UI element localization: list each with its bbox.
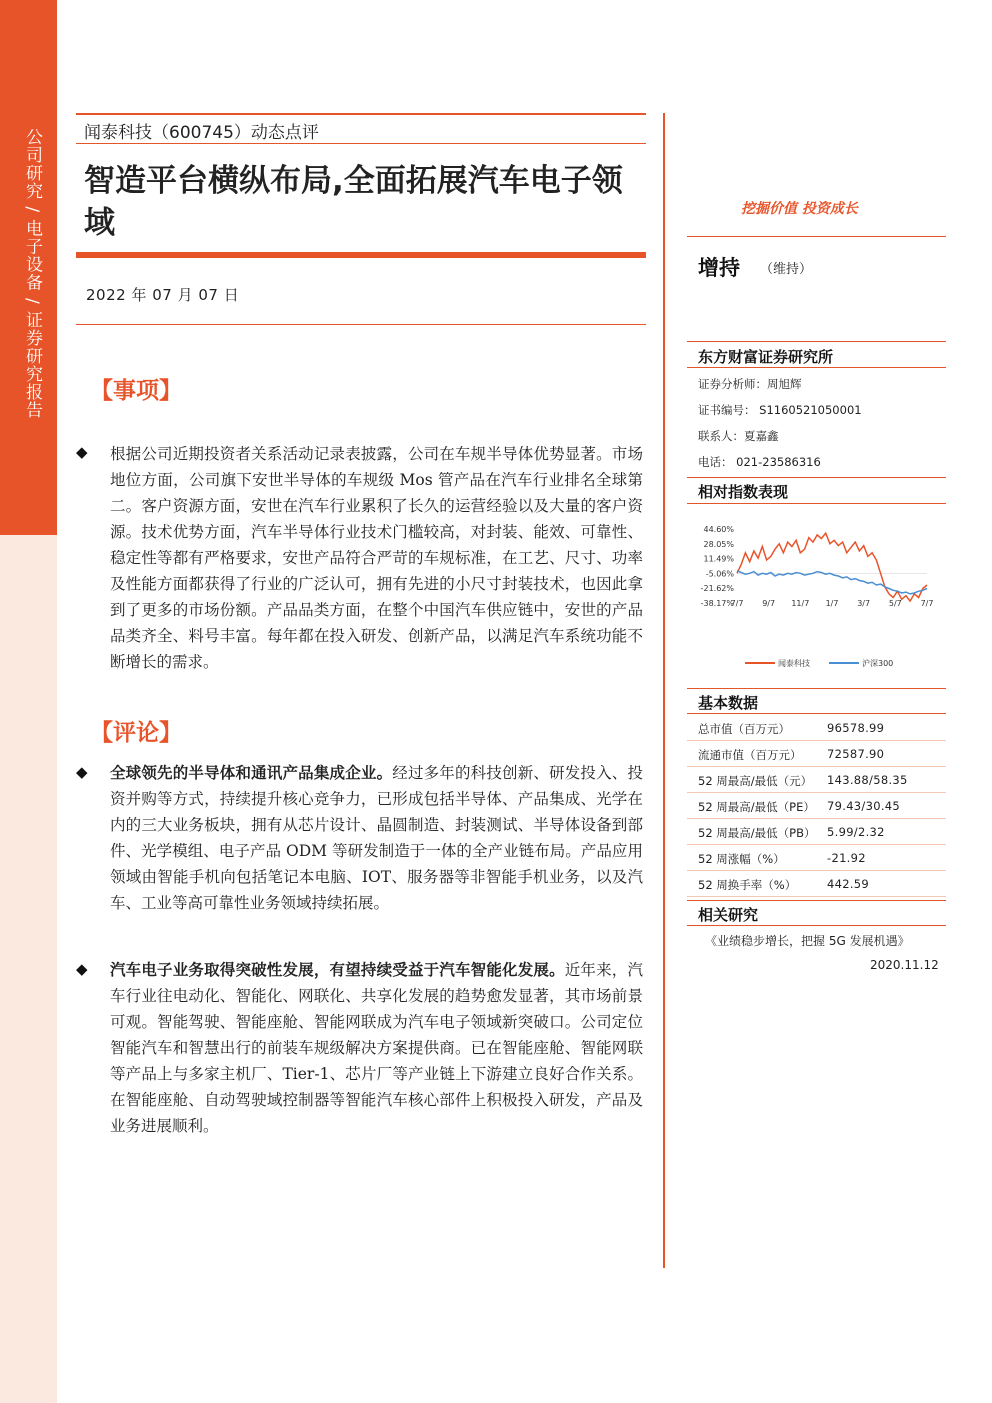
table-row-value: 96578.99	[827, 721, 885, 735]
x-tick-label: 1/7	[825, 599, 839, 608]
table-row-value: 5.99/2.32	[827, 825, 885, 839]
rating: 增持	[698, 256, 740, 280]
report-type: 闻泰科技（600745）动态点评	[84, 123, 319, 143]
bullet-icon: ◆	[76, 443, 88, 461]
y-tick-label: -21.62%	[700, 584, 734, 594]
y-tick-label: 28.05%	[703, 539, 734, 549]
comment-2-lead: 汽车电子业务取得突破性发展，有望持续受益于汽车智能化发展。	[110, 961, 565, 979]
chart-labels	[701, 525, 934, 608]
x-tick-label: 9/7	[762, 599, 776, 608]
table-row-value: 72587.90	[827, 747, 885, 761]
right-rule	[687, 925, 946, 926]
chart-svg	[687, 515, 946, 675]
event-paragraph: 根据公司近期投资者关系活动记录表披露，公司在车规半导体优势显著。市场地位方面，公司旗下安世半导体的车规级 Mos 管产品在汽车行业排名全球第二。客户资源方面，安世在汽车行业累积了长久的运营经验以及大量的客户资源。技术优势方面，汽车半导体行业技术门槛较高，对封装、能效、可靠性、稳定性等都有严格要求，安世产品符合严苛的车规标准，在工艺、尺寸、功率及性能方面都获得了行业的广泛认可，拥有先进的小尺寸封装技术，也因此拿到了更多的市场份额。产品品类方面，在整个中国汽车供应链中，安世的产品品类齐全、料号丰富。每年都在投入研发、创新产品，以满足汽车系统功能不断增长的需求。	[110, 445, 643, 671]
table-row	[687, 715, 946, 741]
table-row	[687, 793, 946, 819]
table-row-label: 总市值（百万元）	[698, 722, 790, 736]
table-row	[687, 819, 946, 845]
comment-paragraph-1	[110, 760, 643, 916]
right-rule	[687, 477, 946, 478]
x-tick-label: 11/7	[791, 599, 810, 608]
table-row-value: -21.92	[827, 851, 866, 865]
right-rule	[687, 688, 946, 689]
table-row-label: 52 周涨幅（%）	[698, 852, 785, 866]
right-rule	[687, 236, 946, 237]
right-rule	[687, 900, 946, 901]
column-divider	[663, 113, 665, 1268]
chart-title: 相对指数表现	[698, 483, 789, 501]
table-row	[687, 845, 946, 871]
right-rule	[687, 503, 946, 504]
comment-1-lead: 全球领先的半导体和通讯产品集成企业。	[110, 764, 393, 782]
page-title: 智造平台横纵布局,全面拓展汽车电子领域	[84, 163, 623, 241]
x-tick-label: 5/7	[888, 599, 902, 608]
x-tick-label: 3/7	[857, 599, 871, 608]
basic-data-table	[687, 715, 946, 897]
legend-label: 闻泰科技	[778, 659, 810, 668]
table-row-value: 143.88/58.35	[827, 773, 908, 787]
report-date: 2022 年 07 月 07 日	[86, 286, 240, 304]
relative-index-chart	[687, 515, 946, 675]
series-line-index	[737, 571, 927, 594]
contact-person: 联系人：夏嘉鑫	[698, 429, 779, 443]
y-tick-label: -38.17%	[700, 599, 734, 608]
table-row-label: 52 周换手率（%）	[698, 878, 797, 892]
y-tick-label: 11.49%	[703, 554, 734, 564]
table-row-label: 52 周最高/最低（PE）	[698, 800, 815, 814]
comment-section-title: 【评论】	[90, 720, 182, 746]
bullet-icon: ◆	[76, 763, 88, 781]
basic-data-title: 基本数据	[698, 694, 759, 712]
x-tick-label: 7/7	[920, 599, 934, 608]
table-row	[687, 871, 946, 897]
y-tick-label: 44.60%	[703, 525, 734, 534]
related-research-date: 2020.11.12	[870, 958, 939, 972]
table-row	[687, 741, 946, 767]
side-bar-label: 公司研究 / 电子设备 / 证券研究报告	[22, 128, 42, 420]
certificate-number: 证书编号： S1160521050001	[698, 403, 862, 417]
right-rule	[687, 713, 946, 714]
table-row-value: 442.59	[827, 877, 870, 891]
related-research-title: 相关研究	[698, 906, 759, 924]
table-row-label: 52 周最高/最低（元）	[698, 774, 813, 788]
table-row-label: 52 周最高/最低（PB）	[698, 826, 816, 840]
analyst: 证券分析师：周旭辉	[698, 377, 802, 391]
comment-1-text: 经过多年的科技创新、研发投入、投资并购等方式，持续提升核心竞争力，已形成包括半导体、产品集成、光学在内的三大业务板块，拥有从芯片设计、晶圆制造、封装测试、半导体设备到部件、光学模组、电子产品 ODM 等研发制造于一体的全产业链布局。产品应用领域由智能手机向包括笔记本电脑、IOT、服务器等非智能手机业务，以及汽车、工业等高可靠性业务领域持续拓展。	[110, 764, 643, 912]
header-top-rule	[76, 113, 646, 115]
table-row-value: 79.43/30.45	[827, 799, 901, 813]
bullet-icon: ◆	[76, 960, 88, 978]
phone-number: 电话： 021-23586316	[698, 455, 821, 469]
table-row	[687, 767, 946, 793]
legend-label: 沪深300	[862, 659, 894, 668]
title-underline	[76, 252, 646, 258]
chart-lines	[737, 533, 927, 601]
related-research-item: 《业绩稳步增长，把握 5G 发展机遇》	[705, 934, 910, 948]
right-rule	[687, 341, 946, 342]
header-rule	[76, 143, 646, 144]
y-tick-label: -5.06%	[705, 569, 734, 579]
event-section-title: 【事项】	[90, 378, 182, 404]
slogan: 挖掘价值 投资成长	[741, 201, 858, 217]
rating-note: （维持）	[760, 262, 813, 277]
table-row-label: 流通市值（百万元）	[698, 748, 802, 762]
date-rule	[76, 324, 646, 325]
comment-2-text: 近年来，汽车行业往电动化、智能化、网联化、共享化发展的趋势愈发显著，其市场前景可观。智能驾驶、智能座舱、智能网联成为汽车电子领域新突破口。公司定位智能汽车和智慧出行的前装车规级解决方案提供商。已在智能座舱、智能网联等产品上与多家主机厂、Tier-1、芯片厂等产业链上下游建立良好合作关系。在智能座舱、自动驾驶域控制器等智能汽车核心部件上积极投入研发，产品及业务进展顺利。	[110, 961, 643, 1135]
chart-legend	[745, 658, 893, 668]
x-tick-label: 7/7	[730, 599, 744, 608]
institute-name: 东方财富证券研究所	[698, 348, 834, 366]
comment-paragraph-2	[110, 957, 643, 1139]
right-rule	[687, 367, 946, 368]
